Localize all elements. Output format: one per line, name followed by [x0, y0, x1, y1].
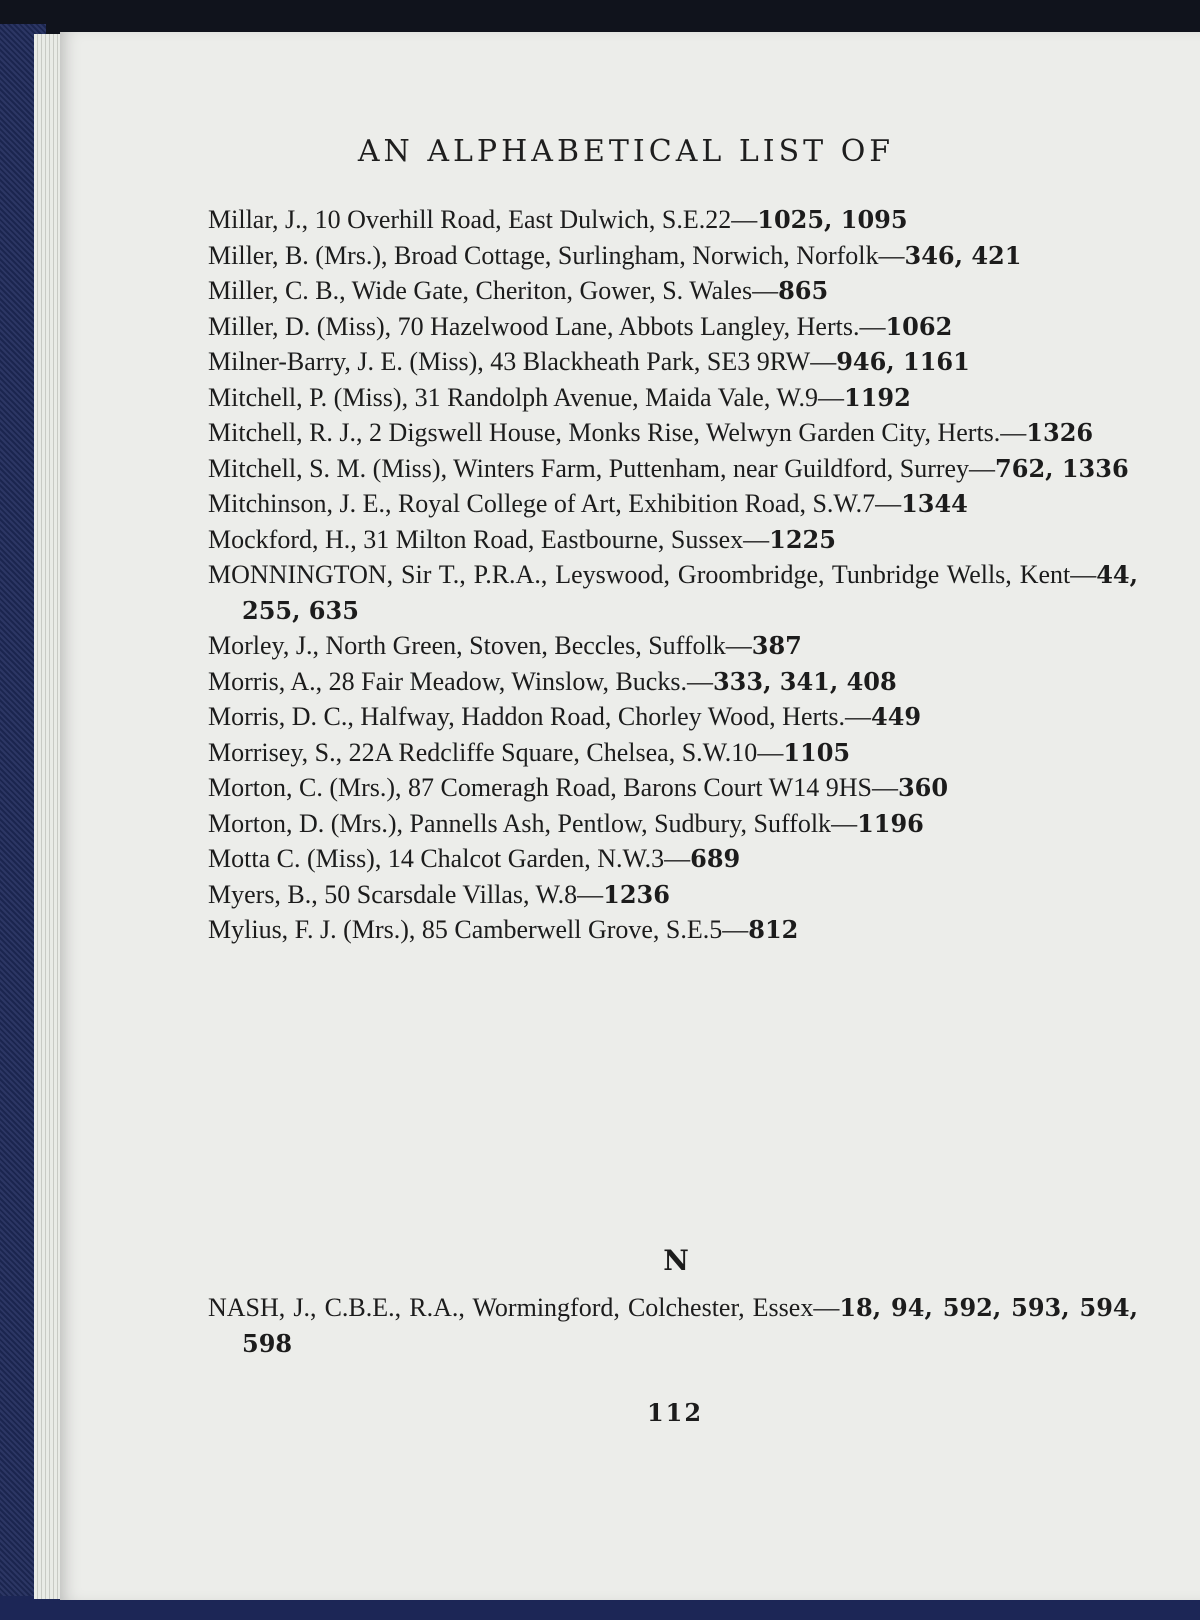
list-item [208, 877, 1138, 913]
separator: — [722, 915, 749, 944]
separator: — [757, 737, 784, 767]
list-item [208, 735, 1138, 771]
entry-numbers: 18, 94, 592, 593, 594, 598 [242, 1293, 1138, 1358]
entry-text: Mitchinson, J. E., Royal College of Art, Exhibition Road, S.W.7 [208, 489, 876, 518]
entry-numbers: 1344 [901, 489, 968, 518]
entry-text: Morley, J., North Green, Stoven, Beccles, Suffolk [208, 631, 726, 660]
entry-text: Morris, A., 28 Fair Meadow, Winslow, Bucks. [208, 666, 687, 696]
list-item [208, 415, 1138, 451]
entry-numbers: 1196 [857, 808, 924, 838]
book-page [60, 32, 1200, 1600]
page-number: 112 [646, 1398, 704, 1427]
entry-numbers: 449 [871, 702, 922, 731]
separator: — [752, 276, 779, 305]
entry-numbers: 1236 [603, 879, 670, 909]
entry-list [208, 202, 1138, 948]
entry-numbers: 1105 [783, 737, 851, 767]
entry-text: Mitchell, P. (Miss), 31 Randolph Avenue, Maida Vale, W.9 [208, 382, 818, 412]
list-item [208, 238, 1138, 274]
entry-text: Mockford, H., 31 Milton Road, Eastbourne, Sussex [208, 524, 744, 554]
list-item [208, 273, 1138, 309]
entry-text: NASH, J., C.B.E., R.A., Wormingford, Colchester, Essex [208, 1293, 814, 1322]
separator: — [731, 205, 758, 234]
separator: — [577, 879, 604, 909]
running-header: AN ALPHABETICAL LIST OF [357, 134, 895, 169]
entry-numbers: 44, 255, 635 [242, 560, 1138, 625]
list-item [208, 770, 1138, 806]
list-item [208, 451, 1138, 487]
entry-text: Miller, C. B., Wide Gate, Cheriton, Gower, S. Wales [208, 276, 753, 305]
separator: — [743, 524, 770, 554]
entry-numbers: 387 [751, 631, 802, 660]
list-item [208, 557, 1138, 628]
list-item [208, 841, 1138, 877]
entry-numbers: 1225 [769, 524, 836, 554]
entry-text: Morton, C. (Mrs.), 87 Comeragh Road, Barons Court W14 9HS [208, 773, 872, 802]
separator: — [859, 311, 886, 341]
entry-numbers: 1326 [1026, 418, 1094, 447]
entry-text: MONNINGTON, Sir T., P.R.A., Leyswood, Groombridge, Tunbridge Wells, Kent [208, 560, 1071, 589]
entry-numbers: 333, 341, 408 [712, 666, 897, 696]
separator: — [845, 702, 871, 731]
list-item [208, 202, 1138, 238]
entry-numbers: 1025, 1095 [757, 205, 908, 234]
entry-numbers: 360 [897, 773, 949, 802]
separator: — [871, 773, 898, 802]
entry-numbers: 865 [778, 276, 829, 305]
entry-text: Millar, J., 10 Overhill Road, East Dulwich, S.E.22 [208, 205, 732, 234]
entry-numbers: 1192 [844, 382, 911, 412]
separator: — [878, 240, 905, 270]
list-item [208, 1290, 1138, 1361]
separator: — [875, 489, 902, 518]
entry-text: Morris, D. C., Halfway, Haddon Road, Chorley Wood, Herts. [208, 702, 845, 731]
separator: — [813, 1293, 840, 1322]
list-item [208, 806, 1138, 842]
separator: — [1000, 418, 1027, 447]
entry-text: Motta C. (Miss), 14 Chalcot Garden, N.W.3 [208, 844, 665, 873]
separator: — [818, 382, 844, 412]
separator: — [810, 347, 837, 376]
entry-text: Morrisey, S., 22A Redcliffe Square, Chelsea, S.W.10 [208, 737, 758, 767]
list-item [208, 380, 1138, 416]
separator: — [686, 666, 713, 696]
entry-text: Morton, D. (Mrs.), Pannells Ash, Pentlow, Sudbury, Suffolk [208, 808, 832, 838]
entry-text: Mitchell, R. J., 2 Digswell House, Monks Rise, Welwyn Garden City, Herts. [208, 418, 1001, 447]
separator: — [831, 808, 858, 838]
entry-text: Milner-Barry, J. E. (Miss), 43 Blackheath Park, SE3 9RW [208, 347, 811, 376]
entry-text: Miller, B. (Mrs.), Broad Cottage, Surlingham, Norwich, Norfolk [208, 240, 879, 270]
list-item [208, 309, 1138, 345]
entry-text: Myers, B., 50 Scarsdale Villas, W.8 [208, 879, 578, 909]
entry-numbers: 812 [748, 915, 799, 944]
entry-numbers: 346, 421 [904, 240, 1022, 270]
entry-text: Mylius, F. J. (Mrs.), 85 Camberwell Grove, S.E.5 [208, 915, 723, 944]
list-item [208, 486, 1138, 522]
list-item [208, 522, 1138, 558]
entry-text: Mitchell, S. M. (Miss), Winters Farm, Puttenham, near Guildford, Surrey [208, 453, 970, 483]
separator: — [969, 453, 996, 483]
separator: — [725, 631, 752, 660]
list-item [208, 664, 1138, 700]
entry-numbers: 946, 1161 [836, 347, 970, 376]
list-item [208, 699, 1138, 735]
list-item [208, 912, 1138, 948]
list-item [208, 628, 1138, 664]
entry-numbers: 762, 1336 [995, 453, 1129, 483]
entry-text: Miller, D. (Miss), 70 Hazelwood Lane, Abbots Langley, Herts. [208, 311, 860, 341]
entry-numbers: 1062 [885, 311, 953, 341]
entry-numbers: 689 [690, 844, 741, 873]
separator: — [1070, 560, 1097, 589]
section-letter: N [663, 1244, 689, 1277]
separator: — [664, 844, 691, 873]
section-entry-list [208, 1290, 1138, 1361]
list-item [208, 344, 1138, 380]
